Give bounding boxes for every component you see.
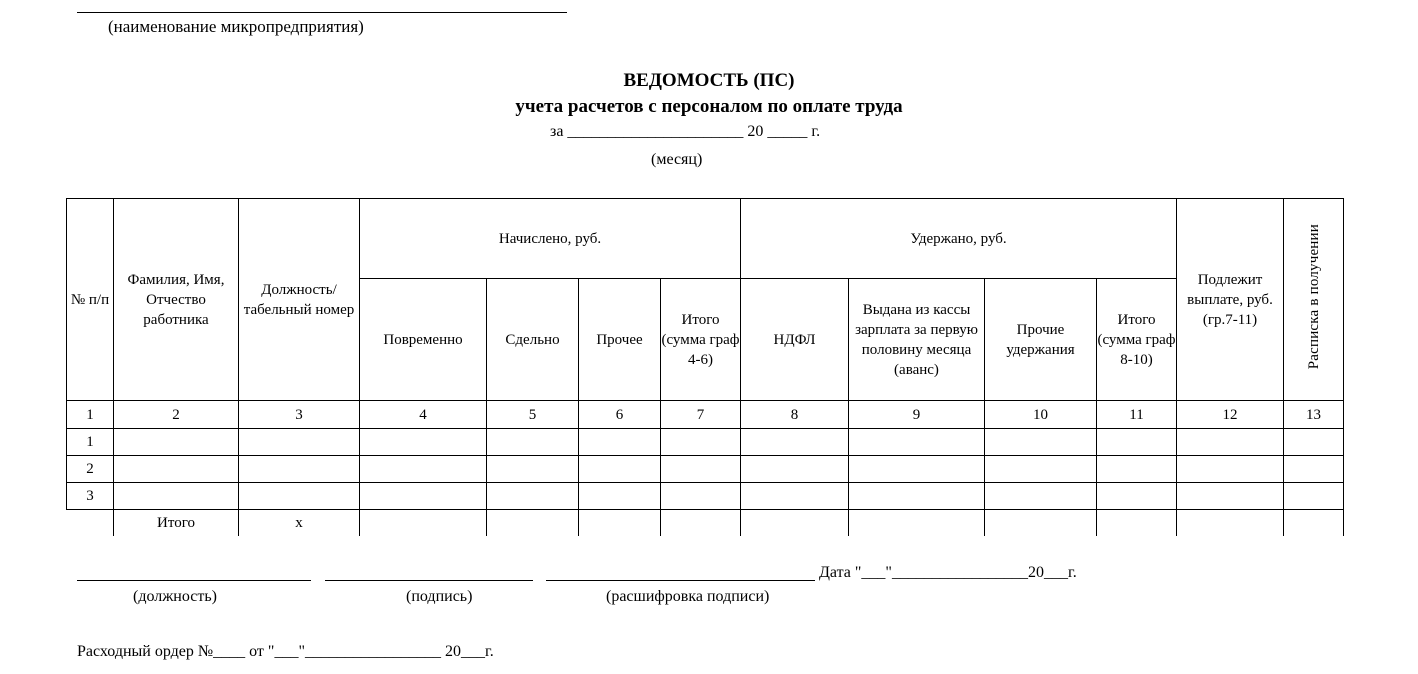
document-subtitle: учета расчетов с персоналом по оплате труда bbox=[515, 96, 903, 117]
header-employee-name: Фамилия, Имя, Отчество работника bbox=[114, 199, 239, 401]
table-row bbox=[67, 456, 1344, 483]
col-number: 2 bbox=[114, 401, 239, 429]
col-number: 11 bbox=[1097, 401, 1177, 429]
col-number: 12 bbox=[1177, 401, 1284, 429]
col-number: 4 bbox=[360, 401, 487, 429]
col-number: 1 bbox=[67, 401, 114, 429]
signature-caption: (подпись) bbox=[406, 588, 473, 605]
header-number: № п/п bbox=[67, 199, 114, 401]
signature-decode-line bbox=[546, 580, 815, 581]
header-total-accrued: Итого (сумма граф 4-6) bbox=[661, 279, 741, 401]
month-caption: (месяц) bbox=[651, 151, 703, 168]
row-number: 2 bbox=[67, 456, 114, 483]
cash-order-line: Расходный ордер №____ от "___"_________________ 20___г. bbox=[77, 643, 494, 660]
signature-date: Дата "___"_________________20___г. bbox=[819, 564, 1077, 581]
col-number: 3 bbox=[239, 401, 360, 429]
header-position: Должность/ табельный номер bbox=[239, 199, 360, 401]
total-position-mark: х bbox=[239, 510, 360, 536]
header-advance: Выдана из кассы зарплата за первую половину месяца (аванс) bbox=[849, 279, 985, 401]
col-number: 5 bbox=[487, 401, 579, 429]
org-name-line bbox=[77, 12, 567, 13]
header-other: Прочее bbox=[579, 279, 661, 401]
header-total-withheld: Итого (сумма граф 8-10) bbox=[1097, 279, 1177, 401]
header-accrued: Начислено, руб. bbox=[360, 199, 741, 279]
total-row bbox=[67, 510, 1344, 536]
col-number: 13 bbox=[1284, 401, 1344, 429]
header-time-based: Повременно bbox=[360, 279, 487, 401]
column-numbers-row bbox=[67, 401, 1344, 429]
header-ndfl: НДФЛ bbox=[741, 279, 849, 401]
col-number: 8 bbox=[741, 401, 849, 429]
total-label: Итого bbox=[114, 510, 239, 536]
table-row bbox=[67, 429, 1344, 456]
header-receipt bbox=[1284, 199, 1344, 401]
signature-line bbox=[325, 580, 533, 581]
period-line: за ______________________ 20 _____ г. bbox=[550, 123, 821, 140]
col-number: 6 bbox=[579, 401, 661, 429]
header-piece-rate: Сдельно bbox=[487, 279, 579, 401]
document-title: ВЕДОМОСТЬ (ПС) bbox=[623, 70, 795, 91]
receipt-label: Расписка в получении bbox=[1305, 223, 1322, 370]
header-payable: Подлежит выплате, руб. (гр.7-11) bbox=[1177, 199, 1284, 401]
col-number: 7 bbox=[661, 401, 741, 429]
row-number: 1 bbox=[67, 429, 114, 456]
row-number: 3 bbox=[67, 483, 114, 510]
col-number: 10 bbox=[985, 401, 1097, 429]
position-line bbox=[77, 580, 311, 581]
header-withheld: Удержано, руб. bbox=[741, 199, 1177, 279]
col-number: 9 bbox=[849, 401, 985, 429]
table-row bbox=[67, 483, 1344, 510]
position-caption: (должность) bbox=[133, 588, 217, 605]
signature-decode-caption: (расшифровка подписи) bbox=[606, 588, 770, 605]
org-name-caption: (наименование микропредприятия) bbox=[108, 17, 364, 36]
payroll-table bbox=[66, 198, 1344, 536]
header-other-deductions: Прочие удержания bbox=[985, 279, 1097, 401]
